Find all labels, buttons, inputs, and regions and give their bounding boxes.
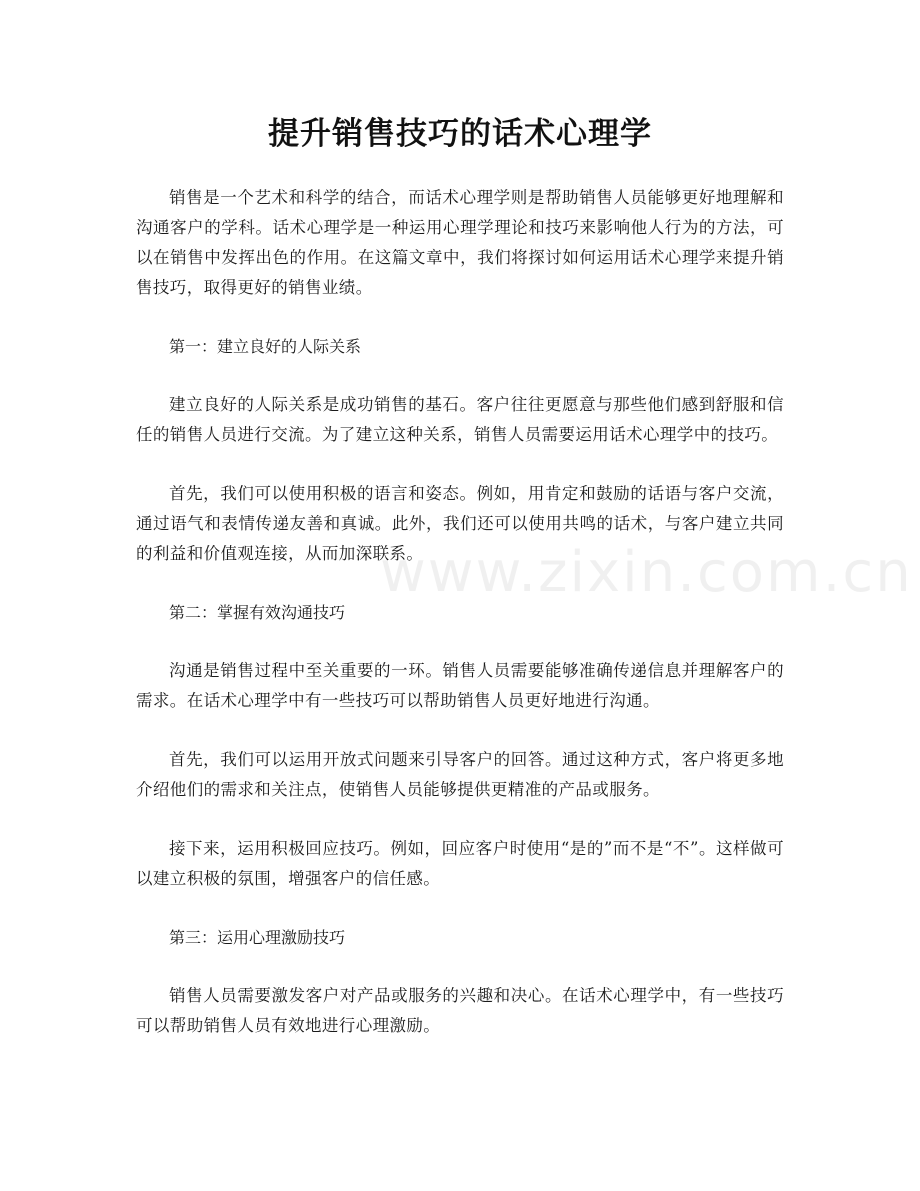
section-heading-1: 第一：建立良好的人际关系 [169, 337, 362, 356]
paragraph: 首先，我们可以运用开放式问题来引导客户的回答。通过这种方式，客户将更多地介绍他们的需求和关注点，使销售人员能够提供更精准的产品或服务。 [136, 750, 784, 799]
paragraph: 沟通是销售过程中至关重要的一环。销售人员需要能够准确传递信息并理解客户的需求。在话术心理学中有一些技巧可以帮助销售人员更好地进行沟通。 [136, 661, 784, 710]
section-heading-3: 第三：运用心理激励技巧 [169, 928, 346, 947]
document-title: 提升销售技巧的话术心理学 [268, 116, 652, 152]
document-body [136, 183, 784, 1070]
paragraph: 接下来，运用积极回应技巧。例如，回应客户时使用“是的”而不是“不”。这样做可以建立积极的氛围，增强客户的信任感。 [136, 839, 784, 888]
paragraph: 首先，我们可以使用积极的语言和姿态。例如，用肯定和鼓励的话语与客户交流，通过语气和表情传递友善和真诚。此外，我们还可以使用共鸣的话术，与客户建立共同的利益和价值观连接，从而加深联系。 [136, 484, 784, 563]
paragraph-intro: 销售是一个艺术和科学的结合，而话术心理学则是帮助销售人员能够更好地理解和沟通客户的学科。话术心理学是一种运用心理学理论和技巧来影响他人行为的方法，可以在销售中发挥出色的作用。在这篇文章中，我们将探讨如何运用话术心理学来提升销售技巧，取得更好的销售业绩。 [136, 188, 784, 297]
paragraph: 销售人员需要激发客户对产品或服务的兴趣和决心。在话术心理学中，有一些技巧可以帮助销售人员有效地进行心理激励。 [136, 986, 784, 1035]
paragraph: 建立良好的人际关系是成功销售的基石。客户往往更愿意与那些他们感到舒服和信任的销售人员进行交流。为了建立这种关系，销售人员需要运用话术心理学中的技巧。 [136, 395, 784, 444]
watermark: www.zixin.com.cn [380, 540, 913, 605]
section-heading-2: 第二：掌握有效沟通技巧 [169, 603, 346, 622]
